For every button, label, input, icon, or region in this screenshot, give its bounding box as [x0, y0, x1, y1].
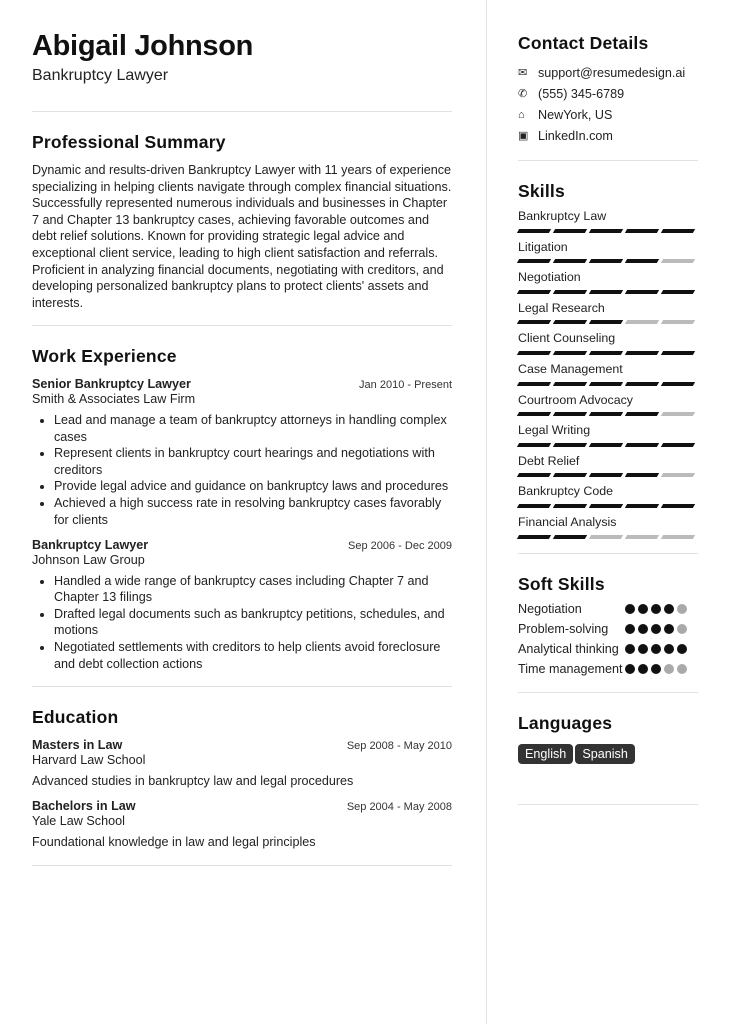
job-dates: Jan 2010 - Present [359, 379, 452, 392]
skill-level-segment [517, 320, 551, 324]
school-name: Harvard Law School [32, 753, 146, 768]
degree: Bachelors in Law [32, 799, 136, 814]
work-section [32, 326, 452, 687]
soft-skill-rating [625, 601, 698, 618]
soft-skill-name: Analytical thinking [518, 641, 619, 656]
soft-skill-name: Problem-solving [518, 621, 609, 636]
skill-level-segment [625, 259, 659, 263]
rating-dot [677, 624, 687, 634]
education-heading: Education [32, 707, 119, 728]
skill-level-segment [517, 535, 551, 539]
skill-name: Litigation [518, 239, 568, 254]
skill-level-segment [661, 229, 695, 233]
skill-level-segment [589, 504, 623, 508]
skill-level-bar [518, 473, 698, 477]
skill-level-segment [553, 229, 587, 233]
job-entry [32, 377, 452, 528]
skill-level-segment [553, 412, 587, 416]
rating-dot [625, 604, 635, 614]
soft-skill-rating [625, 621, 698, 638]
job-dates: Sep 2006 - Dec 2009 [348, 540, 452, 553]
education-section [32, 687, 452, 865]
skill-name: Legal Research [518, 300, 605, 315]
rating-dot [625, 624, 635, 634]
skill-level-segment [661, 290, 695, 294]
rating-dot [664, 644, 674, 654]
rating-dot [651, 604, 661, 614]
skill-level-segment [589, 443, 623, 447]
rating-dot [651, 644, 661, 654]
skill-level-segment [517, 443, 551, 447]
main-column [32, 30, 452, 866]
skill-level-segment [553, 443, 587, 447]
linkedin-icon: ▣ [518, 130, 529, 142]
skill-level-bar [518, 535, 698, 539]
skill-level-segment [625, 351, 659, 355]
location: NewYork, US [538, 107, 613, 122]
skill-item [518, 422, 698, 447]
rating-dot [664, 664, 674, 674]
sidebar [486, 0, 730, 1024]
skill-level-segment [553, 535, 587, 539]
skill-item [518, 239, 698, 264]
skill-level-segment [625, 320, 659, 324]
soft-skill-item [518, 641, 698, 658]
rating-dot [677, 664, 687, 674]
skill-level-segment [625, 412, 659, 416]
skill-level-segment [553, 351, 587, 355]
email[interactable]: support@resumedesign.ai [538, 65, 686, 80]
skill-level-segment [553, 382, 587, 386]
bullet-item: • Achieved a high success rate in resolving bankruptcy cases favorably for clients [54, 495, 452, 528]
skill-level-segment [625, 290, 659, 294]
skill-item [518, 361, 698, 386]
skill-level-segment [553, 504, 587, 508]
skill-level-segment [625, 382, 659, 386]
skill-name: Bankruptcy Code [518, 484, 614, 499]
skill-level-segment [661, 535, 695, 539]
contact-heading: Contact Details [518, 33, 649, 53]
skill-level-segment [553, 290, 587, 294]
skill-name: Legal Writing [518, 423, 591, 438]
job-title: Bankruptcy Lawyer [32, 67, 169, 84]
skill-level-bar [518, 412, 698, 416]
skill-level-segment [553, 473, 587, 477]
soft-skills-section [518, 574, 698, 693]
bullet-item: • Represent clients in bankruptcy court hearings and negotiations with creditors [54, 445, 452, 478]
skill-level-segment [517, 382, 551, 386]
skill-level-segment [625, 443, 659, 447]
education-header [32, 738, 452, 752]
education-dates: Sep 2004 - May 2008 [346, 801, 452, 814]
education-description: Advanced studies in bankruptcy law and legal procedures [32, 773, 354, 788]
bullet-item: • Drafted legal documents such as bankruptcy petitions, schedules, and motions [54, 606, 452, 639]
skill-item [518, 300, 698, 325]
rating-dot [651, 624, 661, 634]
skill-level-bar [518, 504, 698, 508]
skill-level-segment [625, 535, 659, 539]
rating-dot [625, 664, 635, 674]
contact-section [518, 33, 698, 161]
skill-level-segment [589, 290, 623, 294]
rating-dot [638, 664, 648, 674]
rating-dot [638, 644, 648, 654]
rating-dot [638, 624, 648, 634]
skill-item [518, 330, 698, 355]
skill-level-segment [589, 259, 623, 263]
skills-heading: Skills [518, 181, 565, 201]
soft-skill-rating [625, 641, 698, 658]
soft-skill-name: Negotiation [518, 601, 582, 616]
envelope-icon: ✉ [518, 67, 528, 79]
rating-dot [677, 644, 687, 654]
work-heading: Work Experience [32, 346, 177, 367]
skill-level-segment [661, 382, 695, 386]
candidate-name: Abigail Johnson [32, 30, 254, 62]
job-header [32, 377, 452, 391]
languages-heading: Languages [518, 712, 613, 733]
skill-level-bar [518, 351, 698, 355]
job-title: Senior Bankruptcy Lawyer [32, 377, 191, 392]
skill-level-segment [553, 259, 587, 263]
skill-level-segment [589, 535, 623, 539]
bullet-item: • Negotiated settlements with creditors to help clients avoid foreclosure and debt collection actions [54, 639, 452, 672]
skill-level-segment [517, 351, 551, 355]
degree: Masters in Law [32, 738, 123, 753]
skill-level-segment [517, 290, 551, 294]
skill-level-segment [625, 229, 659, 233]
job-bullets [54, 573, 452, 673]
skill-name: Negotiation [518, 270, 581, 285]
skill-level-segment [589, 382, 623, 386]
skill-name: Debt Relief [518, 453, 580, 468]
skill-level-segment [553, 320, 587, 324]
education-entry [32, 799, 452, 850]
soft-skill-name: Time management [518, 661, 623, 676]
skill-level-bar [518, 320, 698, 324]
soft-skill-item [518, 601, 698, 618]
skill-item [518, 392, 698, 417]
skill-level-segment [589, 412, 623, 416]
skill-level-segment [661, 351, 695, 355]
skill-name: Courtroom Advocacy [518, 392, 634, 407]
skill-level-segment [661, 412, 695, 416]
company-name: Johnson Law Group [32, 553, 145, 568]
phone-icon: ✆ [518, 88, 528, 100]
summary-heading: Professional Summary [32, 132, 226, 152]
linkedin[interactable]: LinkedIn.com [538, 128, 613, 143]
skill-level-segment [517, 473, 551, 477]
phone: (555) 345-6789 [538, 86, 625, 101]
bullet-item: • Lead and manage a team of bankruptcy attorneys in handling complex cases [54, 412, 452, 445]
rating-dot [651, 664, 661, 674]
skill-item [518, 208, 698, 233]
skill-level-segment [589, 351, 623, 355]
skill-level-segment [625, 473, 659, 477]
skill-level-segment [661, 504, 695, 508]
bullet-item: • Handled a wide range of bankruptcy cases including Chapter 7 and Chapter 13 filings [54, 573, 452, 606]
skill-item [518, 483, 698, 508]
skill-level-segment [661, 259, 695, 263]
skill-level-segment [517, 259, 551, 263]
education-dates: Sep 2008 - May 2010 [346, 740, 452, 753]
language-badge: Spanish [575, 744, 635, 764]
skill-level-bar [518, 229, 698, 233]
skill-name: Case Management [518, 361, 623, 376]
skill-level-bar [518, 259, 698, 263]
job-header [32, 538, 452, 552]
soft-skill-rating [625, 661, 698, 678]
skill-level-segment [589, 320, 623, 324]
skill-item [518, 269, 698, 294]
language-badge: English [518, 744, 573, 764]
skill-level-segment [625, 504, 659, 508]
skill-level-segment [589, 473, 623, 477]
skill-level-segment [661, 443, 695, 447]
soft-skill-item [518, 621, 698, 638]
soft-skills-heading: Soft Skills [518, 573, 605, 594]
skill-level-bar [518, 290, 698, 294]
job-entry [32, 538, 452, 672]
job-bullets [54, 412, 452, 528]
skill-level-segment [517, 504, 551, 508]
summary-text: Dynamic and results-driven Bankruptcy Lawyer with 11 years of experience specializing in helping clients navigate through complex financial situations. Successfully represented numerous individuals and businesses in Chapter 7 and Chapter 13 bankruptcy cases, achieving favorable outcomes and debt relief solutions. Known for providing strategic legal advice and exceptional client service, leading to high client satisfaction and referrals. Proficient in analyzing financial documents, negotiating with creditors, and developing personalized bankruptcy plans to protect clients' assets and interests. [32, 163, 452, 310]
languages-section [518, 713, 698, 805]
skill-item [518, 514, 698, 539]
education-description: Foundational knowledge in law and legal principles [32, 835, 316, 850]
skill-level-bar [518, 443, 698, 447]
home-icon: ⌂ [518, 108, 525, 121]
school-name: Yale Law School [32, 814, 125, 829]
job-title: Bankruptcy Lawyer [32, 538, 149, 553]
soft-skill-item [518, 661, 698, 678]
rating-dot [664, 604, 674, 614]
skill-level-segment [589, 229, 623, 233]
rating-dot [625, 644, 635, 654]
summary-section [32, 112, 452, 326]
skill-name: Financial Analysis [518, 514, 617, 529]
rating-dot [677, 604, 687, 614]
skill-level-segment [517, 412, 551, 416]
education-header [32, 799, 452, 813]
company-name: Smith & Associates Law Firm [32, 392, 196, 407]
rating-dot [638, 604, 648, 614]
skill-level-segment [661, 320, 695, 324]
skill-level-segment [517, 229, 551, 233]
skills-section [518, 181, 698, 554]
skill-level-segment [661, 473, 695, 477]
skill-item [518, 453, 698, 478]
skill-level-bar [518, 382, 698, 386]
skill-name: Client Counseling [518, 331, 616, 346]
education-entry [32, 738, 452, 789]
bullet-item: • Provide legal advice and guidance on bankruptcy laws and procedures [54, 478, 452, 495]
rating-dot [664, 624, 674, 634]
skill-name: Bankruptcy Law [518, 209, 607, 223]
